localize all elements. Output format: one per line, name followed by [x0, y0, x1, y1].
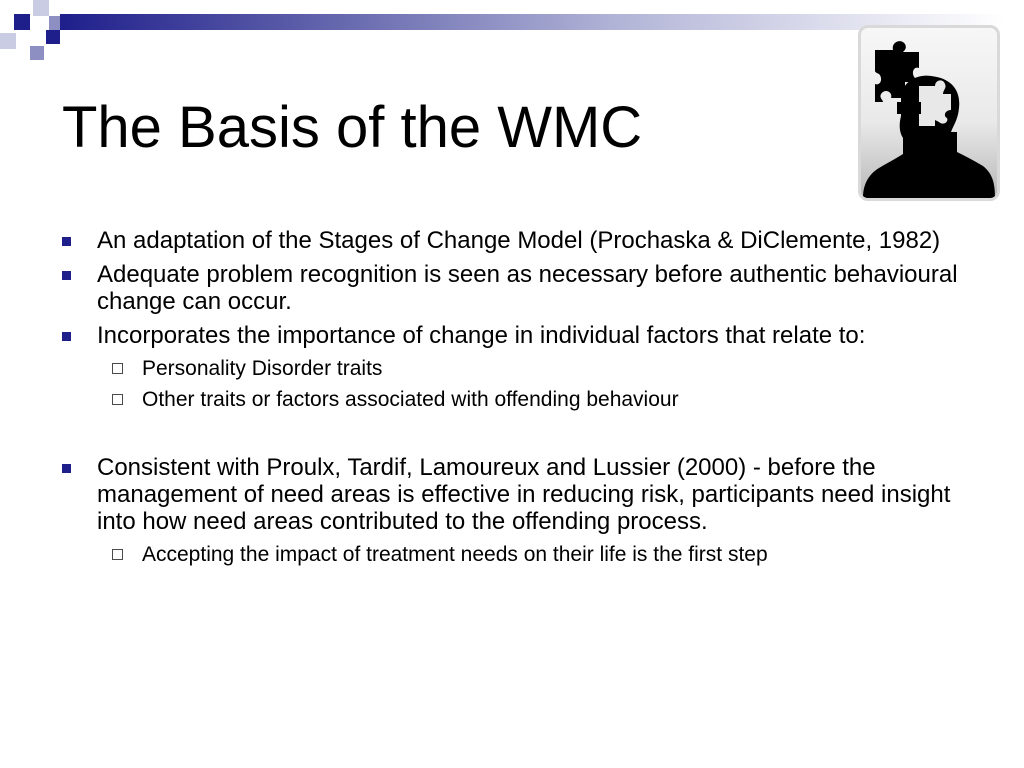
decor-square [0, 33, 16, 49]
decor-square [46, 30, 60, 44]
hollow-square-bullet-icon [112, 363, 123, 374]
sub-list-item [60, 542, 960, 567]
list-item [60, 322, 960, 349]
sub-list-item [60, 356, 960, 381]
square-bullet-icon [62, 271, 71, 280]
puzzle-head-icon [858, 25, 1000, 201]
hollow-square-bullet-icon [112, 549, 123, 560]
list-item [60, 454, 960, 535]
hollow-square-bullet-icon [112, 394, 123, 405]
bullet-text: An adaptation of the Stages of Change Model (Prochaska & DiClemente, 1982) [97, 227, 941, 254]
decor-square [14, 14, 30, 30]
sub-bullet-text: Other traits or factors associated with offending behaviour [142, 388, 679, 411]
list-item [60, 261, 960, 315]
list-item [60, 227, 960, 254]
decor-square [30, 46, 44, 60]
slide-title: The Basis of the WMC [62, 95, 643, 160]
sub-list-item [60, 387, 960, 412]
square-bullet-icon [62, 332, 71, 341]
slide-body [60, 227, 960, 573]
decor-square [33, 0, 49, 16]
bullet-text: Incorporates the importance of change in individual factors that relate to: [97, 322, 866, 349]
bullet-text: Consistent with Proulx, Tardif, Lamoureux and Lussier (2000) - before the management of need areas is effective in reducing risk, participants need insight into how need areas contributed to the offending process. [97, 454, 951, 535]
sub-bullet-text: Accepting the impact of treatment needs on their life is the first step [142, 543, 768, 566]
sub-bullet-text: Personality Disorder traits [142, 357, 383, 380]
square-bullet-icon [62, 237, 71, 246]
bullet-text: Adequate problem recognition is seen as necessary before authentic behavioural change can occur. [97, 261, 958, 315]
square-bullet-icon [62, 464, 71, 473]
